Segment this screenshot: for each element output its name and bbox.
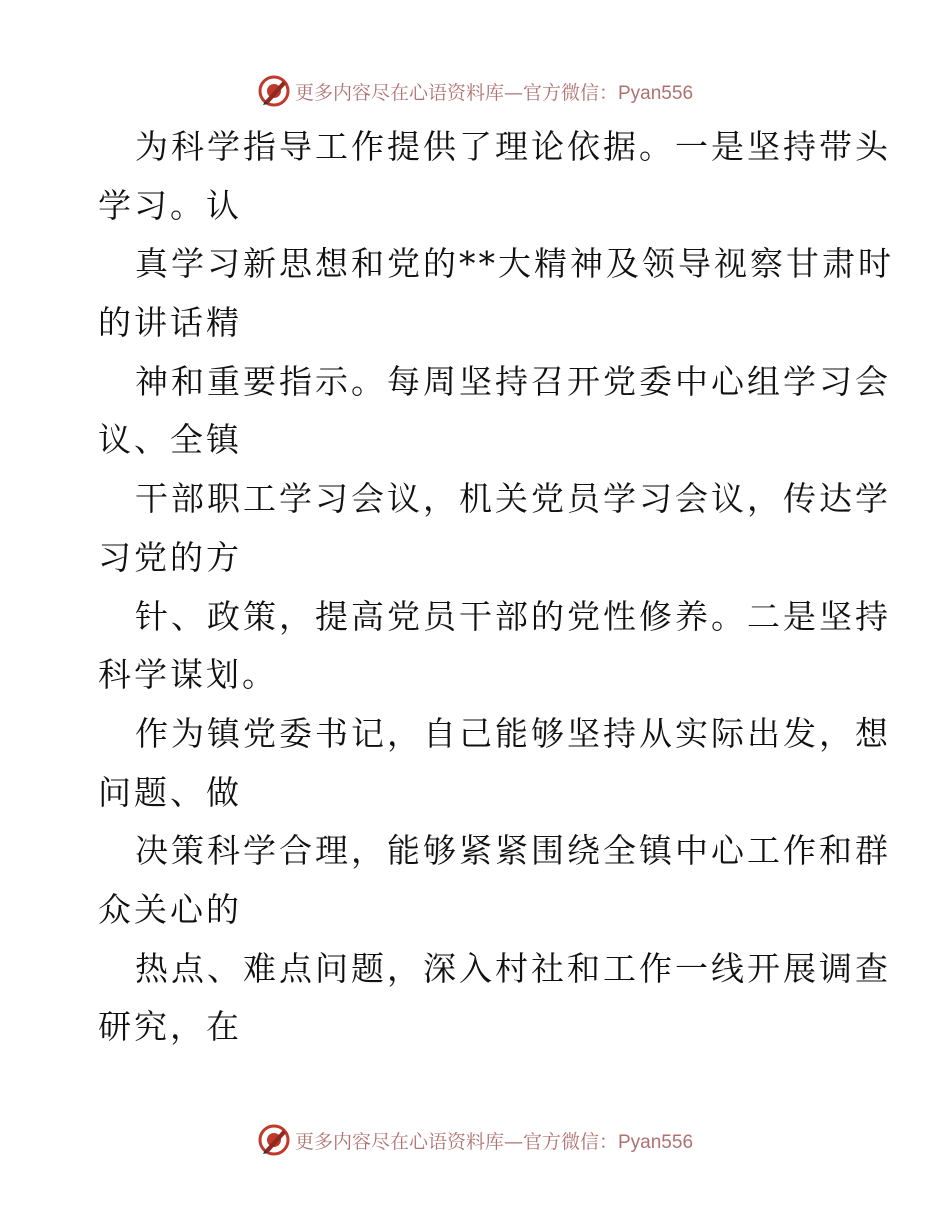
text-line: 干部职工学习会议，机关党员学习会议，传达学 <box>135 479 891 519</box>
document-body <box>98 118 894 1057</box>
footer-wechat-id: Pyan556 <box>618 1131 694 1153</box>
header-wechat-id: Pyan556 <box>618 82 694 104</box>
text-line: 研究，在 <box>98 1007 242 1047</box>
pen-logo-icon <box>257 1123 291 1157</box>
footer-banner <box>0 1120 950 1160</box>
text-line: 的讲话精 <box>98 303 242 343</box>
text-line: 问题、做 <box>98 772 242 812</box>
header-banner <box>0 71 950 111</box>
text-line: 议、全镇 <box>98 420 242 460</box>
header-banner-text: 更多内容尽在心语资料库—官方微信：Pyan556 <box>294 81 694 104</box>
text-line: 神和重要指示。每周坚持召开党委中心组学习会 <box>135 361 891 401</box>
text-line: 热点、难点问题，深入村社和工作一线开展调查 <box>135 948 891 988</box>
text-line: 真学习新思想和党的**大精神及领导视察甘肃时 <box>135 244 894 284</box>
text-line: 习党的方 <box>98 537 242 577</box>
text-line: 为科学指导工作提供了理论依据。一是坚持带头 <box>135 127 891 166</box>
text-line: 学习。认 <box>98 185 242 225</box>
text-line: 决策科学合理，能够紧紧围绕全镇中心工作和群 <box>135 831 891 871</box>
text-line: 众关心的 <box>98 889 242 929</box>
text-line: 科学谋划。 <box>98 655 278 695</box>
text-line: 作为镇党委书记，自己能够坚持从实际出发，想 <box>135 713 891 753</box>
text-line: 针、政策，提高党员干部的党性修养。二是坚持 <box>135 596 891 636</box>
pen-logo-icon <box>257 74 291 108</box>
footer-banner-text: 更多内容尽在心语资料库—官方微信：Pyan556 <box>294 1130 694 1153</box>
